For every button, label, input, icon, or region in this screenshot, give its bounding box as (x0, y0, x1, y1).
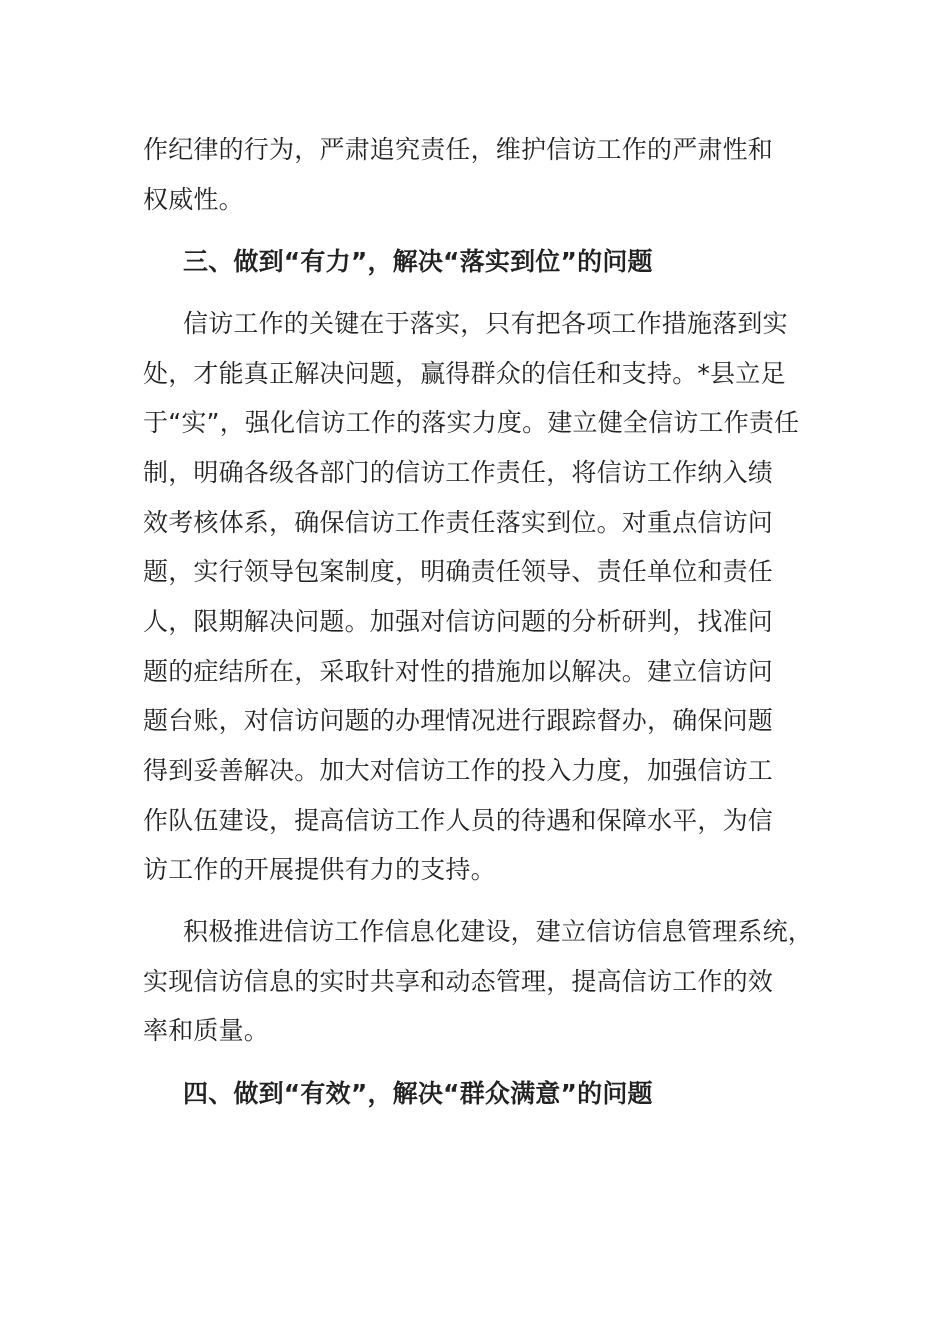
body-text-line: 题，实行领导包案制度，明确责任领导、责任单位和责任 (143, 557, 774, 586)
body-text-line: 处，才能真正解决问题，赢得群众的信任和支持。*县立足 (143, 359, 786, 388)
body-text-line: 访工作的开展提供有力的支持。 (143, 855, 496, 884)
body-text-line: 权威性。 (143, 185, 244, 214)
body-text-line: 效考核体系，确保信访工作责任落实到位。对重点信访问 (143, 508, 774, 537)
section-heading-3: 三、做到“有力”，解决“落实到位”的问题 (183, 247, 653, 276)
body-text-line: 率和质量。 (143, 1016, 270, 1045)
body-text-line: 作纪律的行为，严肃追究责任，维护信访工作的严肃性和 (143, 135, 774, 164)
body-text-line: 制，明确各级各部门的信访工作责任，将信访工作纳入绩 (143, 458, 774, 487)
body-text-line: 得到妥善解决。加大对信访工作的投入力度，加强信访工 (143, 756, 774, 785)
body-text-line: 信访工作的关键在于落实，只有把各项工作措施落到实 (183, 309, 788, 338)
body-text-line: 实现信访信息的实时共享和动态管理，提高信访工作的效 (143, 967, 774, 996)
body-text-line: 作队伍建设，提高信访工作人员的待遇和保障水平，为信 (143, 806, 774, 835)
body-text-line: 积极推进信访工作信息化建设，建立信访信息管理系统， (183, 917, 814, 946)
section-heading-4: 四、做到“有效”，解决“群众满意”的问题 (183, 1079, 653, 1108)
body-text-line: 于“实”，强化信访工作的落实力度。建立健全信访工作责任 (143, 408, 800, 437)
body-text-line: 题的症结所在，采取针对性的措施加以解决。建立信访问 (143, 657, 774, 686)
body-text-line: 题台账，对信访问题的办理情况进行跟踪督办，确保问题 (143, 706, 774, 735)
body-text-line: 人，限期解决问题。加强对信访问题的分析研判，找准问 (143, 607, 774, 636)
